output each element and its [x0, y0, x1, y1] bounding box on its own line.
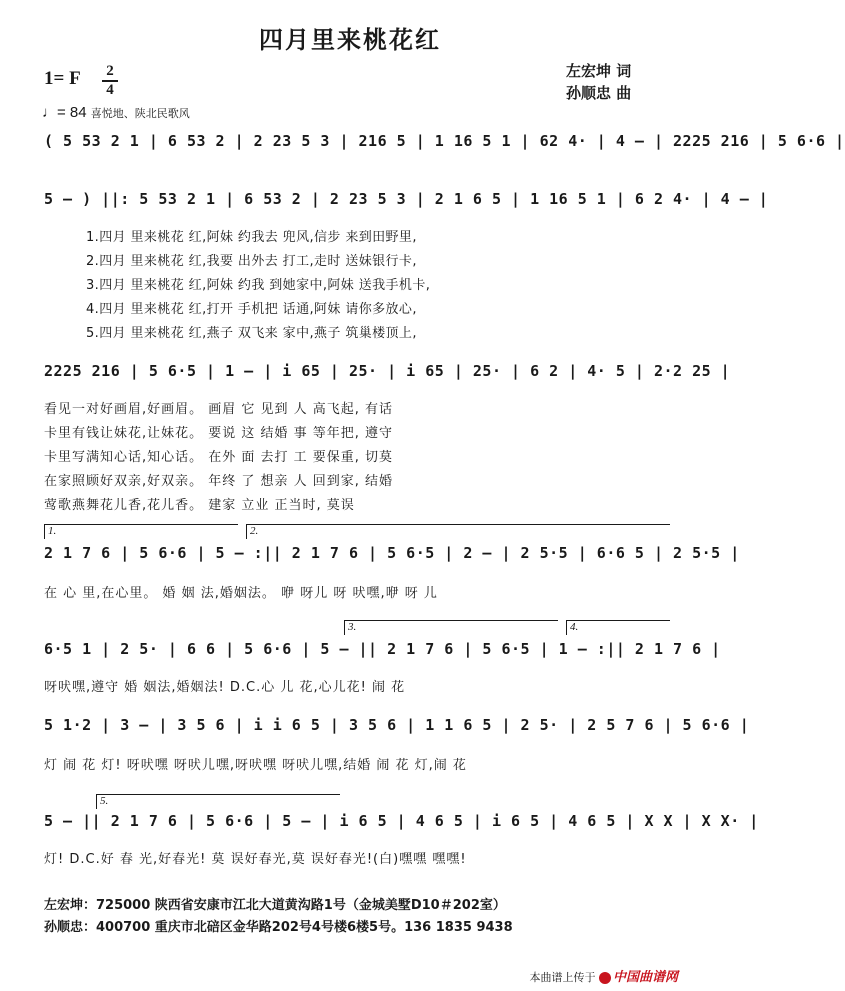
time-signature: [102, 64, 118, 98]
time-signature-bottom: 4: [106, 82, 114, 98]
page-title: 四月里来桃花红: [259, 26, 441, 54]
verse-5-line-b: 莺歌燕舞花儿香,花儿香。 建家 立业 正当时, 莫误: [44, 498, 355, 513]
notation-row-7: 5 – || 2 1 7 6 | 5 6·6 | 5 – | i 6 5 | 4 6 5 | i 6 5 | 4 6 5 | X X | X X· |: [44, 812, 759, 830]
site-logo-icon: [599, 972, 611, 984]
verse-4-line-b: 在家照顾好双亲,好双亲。 年终 了 想亲 人 回到家, 结婚: [44, 474, 394, 489]
verse-1-line: 1.四月 里来桃花 红,阿妹 约我去 兜风,信步 来到田野里,: [86, 230, 417, 245]
tempo-style: 喜悦地、陕北民歌风: [90, 108, 190, 120]
tempo-marking: [42, 104, 190, 121]
site-brand: 中国曲谱网: [612, 970, 678, 985]
volta-3: 3.: [344, 620, 558, 635]
lyric-row-6: 灯 闹 花 灯! 呀吠嘿 呀吠儿嘿,呀吠嘿 呀吠儿嘿,结婚 闹 花 灯,闹 花: [44, 758, 467, 773]
volta-4: 4.: [566, 620, 670, 635]
verse-3-line-b: 卡里写满知心话,知心话。 在外 面 去打 工 要保重, 切莫: [44, 450, 394, 465]
quarter-note-icon: ♩: [42, 104, 57, 121]
time-signature-top: 2: [106, 63, 114, 79]
notation-row-2: 5 – ) ||: 5 53 2 1 | 6 53 2 | 2 23 5 3 | 2 1 6 5 | 1 16 5 1 | 6 2 4· | 4 – |: [44, 190, 769, 208]
lyric-row-7: 灯! D.C.好 春 光,好春光! 莫 误好春光,莫 误好春光!(白)嘿嘿 嘿嘿!: [44, 852, 467, 867]
verse-1-line-b: 看见一对好画眉,好画眉。 画眉 它 见到 人 高飞起, 有话: [44, 402, 394, 417]
notation-row-4: 2 1 7 6 | 5 6·6 | 5 – :|| 2 1 7 6 | 5 6·5 | 2 – | 2 5·5 | 6·6 5 | 2 5·5 |: [44, 544, 740, 562]
composer-credit: 孙顺忠 曲: [566, 84, 632, 102]
verse-5-line: 5.四月 里来桃花 红,燕子 双飞来 家中,燕子 筑巢楼顶上,: [86, 326, 417, 341]
lyric-row-4: 在 心 里,在心里。 婚 姻 法,婚姻法。 咿 呀儿 呀 吠嘿,咿 呀 儿: [44, 586, 438, 601]
volta-1: 1.: [44, 524, 238, 539]
upload-prefix: 本曲谱上传于: [529, 971, 596, 984]
upload-credit: [529, 966, 678, 985]
lyricist-credit: 左宏坤 词: [566, 62, 632, 80]
notation-row-1: ( 5 53 2 1 | 6 53 2 | 2 23 5 3 | 216 5 | 1 16 5 1 | 62 4· | 4 – | 2225 216 | 5 6·6 |: [44, 132, 845, 150]
composer-address: 孙顺忠：400700 重庆市北碚区金华路202号4号楼6楼5号。136 1835 9438: [44, 920, 513, 935]
lyric-row-5: 呀吠嘿,遵守 婚 姻法,婚姻法! D.C.心 儿 花,心儿花! 闹 花: [44, 680, 406, 695]
volta-2: 2.: [246, 524, 670, 539]
notation-row-6: 5 1·2 | 3 – | 3 5 6 | i i 6 5 | 3 5 6 | 1 1 6 5 | 2 5· | 2 5 7 6 | 5 6·6 |: [44, 716, 750, 734]
verse-2-line-b: 卡里有钱让妹花,让妹花。 要说 这 结婚 事 等年把, 遵守: [44, 426, 394, 441]
volta-5: 5.: [96, 794, 340, 809]
lyricist-address: 左宏坤：725000 陕西省安康市江北大道黄沟路1号（金城美墅D10＃202室）: [44, 898, 506, 913]
notation-row-3: 2225 216 | 5 6·5 | 1 – | i 65 | 25· | i 65 | 25· | 6 2 | 4· 5 | 2·2 25 |: [44, 362, 731, 380]
verse-2-line: 2.四月 里来桃花 红,我要 出外去 打工,走时 送妹银行卡,: [86, 254, 417, 269]
tempo-value: = 84: [57, 104, 87, 121]
verse-3-line: 3.四月 里来桃花 红,阿妹 约我 到她家中,阿妹 送我手机卡,: [86, 278, 431, 293]
verse-4-line: 4.四月 里来桃花 红,打开 手机把 话通,阿妹 请你多放心,: [86, 302, 417, 317]
key-signature: 1= F: [44, 68, 81, 89]
notation-row-5: 6·5 1 | 2 5· | 6 6 | 5 6·6 | 5 – || 2 1 7 6 | 5 6·5 | 1 – :|| 2 1 7 6 |: [44, 640, 721, 658]
